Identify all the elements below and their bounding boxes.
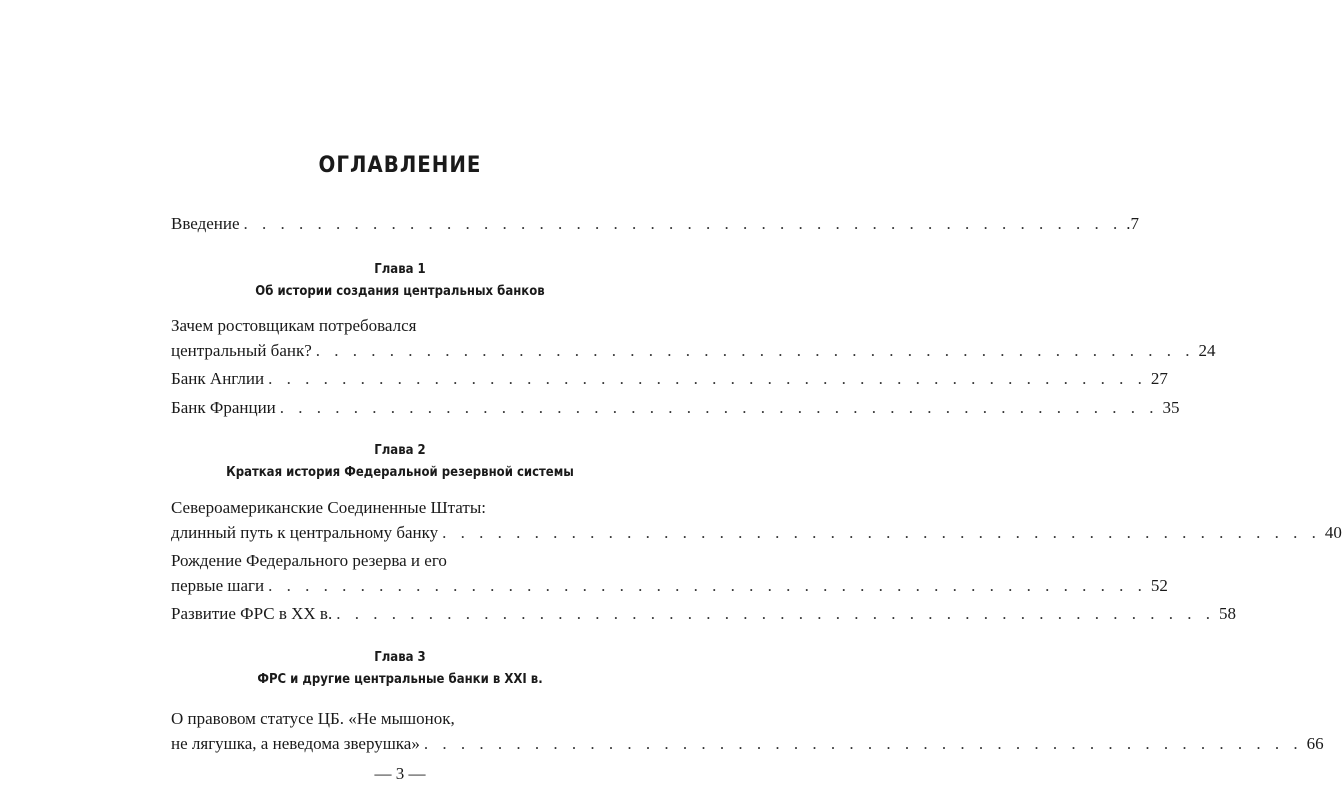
toc-entry-title: не лягушка, а неведома зверушка»	[171, 734, 420, 753]
toc-page-number: 66	[1306, 734, 1324, 753]
toc-page-number: .7	[1126, 214, 1140, 233]
toc-entry-title: центральный банк?	[171, 341, 312, 360]
dot-leader: . . . . . . . . . . . . . . . . . . . . . . . . . . . . . . . . . . . . . . . . . . . . . . . .	[315, 341, 1195, 360]
toc-page-number: 24	[1198, 341, 1216, 360]
toc-entry-title: длинный путь к центральному банку	[171, 523, 439, 542]
dot-leader: . . . . . . . . . . . . . . . . . . . . . . . . . . . . . . . . . . . . . . . . . . . . . . . .	[279, 398, 1159, 417]
toc-entry	[171, 548, 1168, 598]
toc-entry	[171, 313, 1216, 363]
toc-entry-first-line: Зачем ростовщикам потребовался	[171, 316, 417, 335]
chapter-3-title: ФРС и другие центральные банки в XXI в.	[257, 672, 543, 687]
toc-page-number: 35	[1162, 398, 1180, 417]
page-title: ОГЛАВЛЕНИЕ	[318, 153, 482, 178]
dot-leader: . . . . . . . . . . . . . . . . . . . . . . . . . . . . . . . . . . . . . . . . . . . . . . . .	[423, 734, 1303, 753]
chapter-2-title: Краткая история Федеральной резервной системы	[226, 465, 574, 480]
toc-entry-title: Банк Англии	[171, 369, 265, 388]
chapter-3-label: Глава 3	[374, 650, 426, 665]
page-number-folio: — 3 —	[374, 764, 426, 783]
toc-entry-title: Банк Франции	[171, 398, 276, 417]
toc-page-number: 27	[1150, 369, 1168, 388]
toc-entry	[171, 706, 1324, 756]
toc-page-number: 40	[1324, 523, 1342, 542]
toc-entry-first-line: О правовом статусе ЦБ. «Не мышонок,	[171, 709, 455, 728]
toc-entry-title: Развитие ФРС в XX в.	[171, 604, 333, 623]
toc-entry-first-line: Рождение Федерального резерва и его	[171, 551, 447, 570]
dot-leader: . . . . . . . . . . . . . . . . . . . . . . . . . . . . . . . . . . . . . . . . . . . . . . . .	[268, 576, 1147, 595]
toc-entry-title: первые шаги	[171, 576, 265, 595]
toc-entry	[171, 601, 1236, 626]
chapter-1-title: Об истории создания центральных банков	[255, 284, 545, 299]
dot-leader: . . . . . . . . . . . . . . . . . . . . . . . . . . . . . . . . . . . . . . . . . . . . . . . .	[442, 523, 1321, 542]
dot-leader: . . . . . . . . . . . . . . . . . . . . . . . . . . . . . . . . . . . . . . . . . . . . . . . .	[336, 604, 1215, 623]
chapter-2-label: Глава 2	[374, 443, 426, 458]
toc-entry	[171, 395, 1180, 420]
dot-leader: . . . . . . . . . . . . . . . . . . . . . . . . . . . . . . . . . . . . . . . . . . . . . . . .	[268, 369, 1147, 388]
toc-entry	[171, 366, 1168, 391]
toc-page-number: 58	[1218, 604, 1236, 623]
chapter-1-label: Глава 1	[374, 262, 426, 277]
toc-entry-introduction	[171, 211, 1140, 236]
toc-entry-title: Введение	[171, 214, 240, 233]
toc-page-number: 52	[1150, 576, 1168, 595]
dot-leader: . . . . . . . . . . . . . . . . . . . . . . . . . . . . . . . . . . . . . . . . . . . . . . . .	[243, 214, 1123, 233]
toc-entry-first-line: Североамериканские Соединенные Штаты:	[171, 498, 486, 517]
toc-entry	[171, 495, 1342, 545]
